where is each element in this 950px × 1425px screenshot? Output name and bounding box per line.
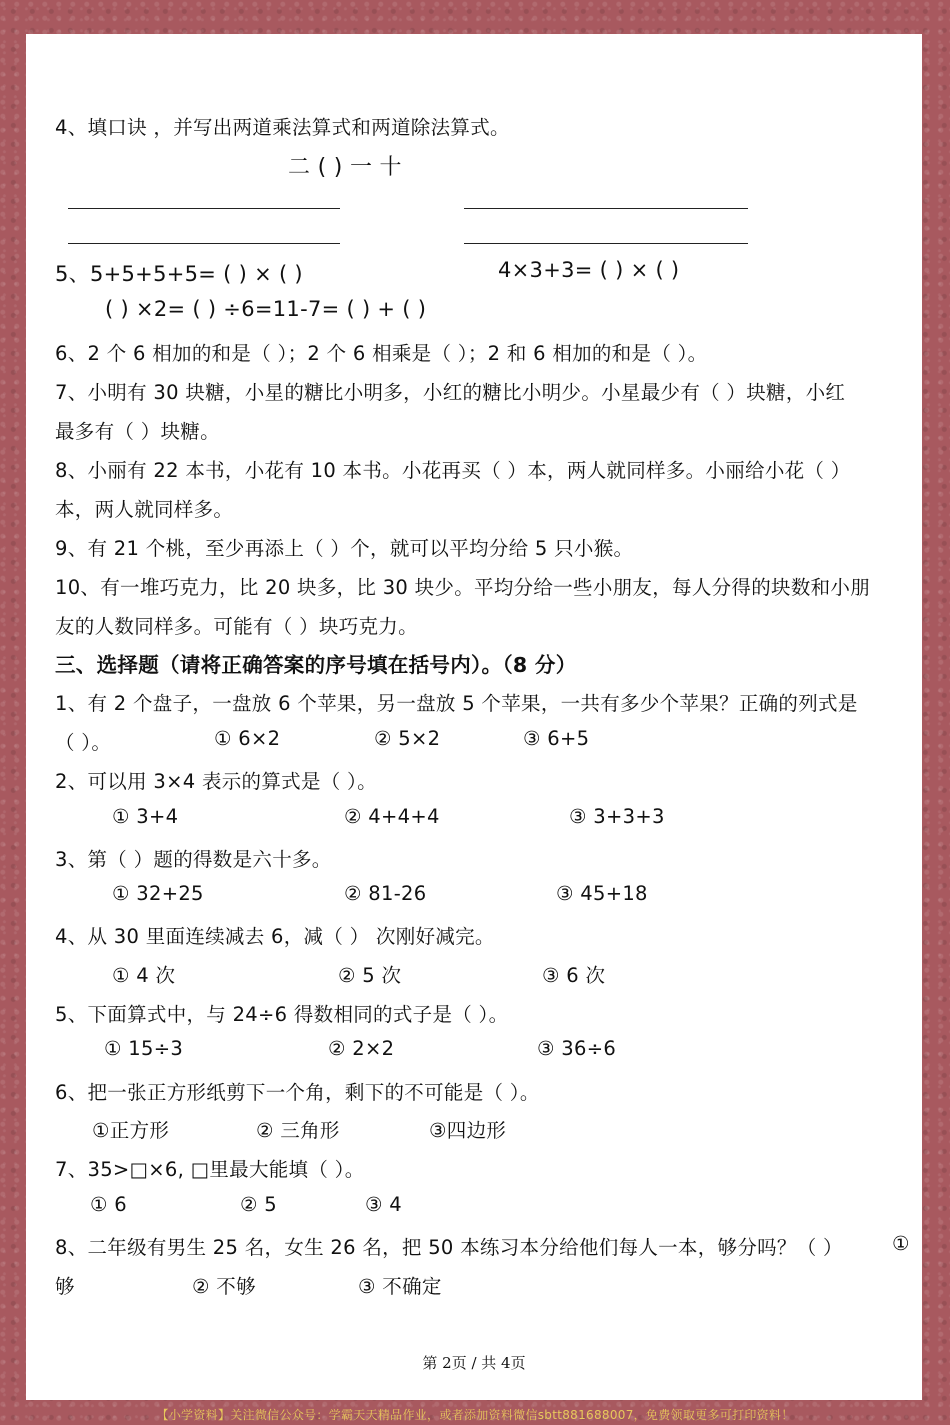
choice8-option-2: ② 不够 [192,1275,256,1298]
q9-text: 9、有 21 个桃，至少再添上（ ）个，就可以平均分给 5 只小猴。 [55,537,634,560]
worksheet-page [26,34,922,1400]
choice7-option-1: ① 6 [90,1193,127,1216]
choice5-option-2: ② 2×2 [328,1037,395,1060]
choice4-question: 4、从 30 里面连续减去 6，减（ ） 次刚好减完。 [55,925,495,948]
choice8-option-3: ③ 不确定 [358,1275,442,1298]
q6-text: 6、2 个 6 相加的和是（ ）；2 个 6 相乘是（ ）；2 和 6 相加的和是（ ）。 [55,342,708,365]
choice2-option-3: ③ 3+3+3 [569,805,665,828]
choice1-option-3: ③ 6+5 [523,727,590,750]
q7-line1: 7、小明有 30 块糖，小星的糖比小明多，小红的糖比小明少。小星最少有（ ）块糖，小红 [55,381,846,404]
choice5-option-3: ③ 36÷6 [537,1037,617,1060]
choice3-option-3: ③ 45+18 [556,882,648,905]
choice2-question: 2、可以用 3×4 表示的算式是（ ）。 [55,770,377,793]
q10-line1: 10、有一堆巧克力，比 20 块多，比 30 块少。平均分给一些小朋友，每人分得的块数和小朋 [55,576,871,599]
choice4-option-2: ② 5 次 [338,964,402,987]
choice3-question: 3、第（ ）题的得数是六十多。 [55,848,332,871]
choice4-option-1: ① 4 次 [112,964,176,987]
choice3-option-2: ② 81-26 [344,882,427,905]
section-heading: 三、选择题（请将正确答案的序号填在括号内）。（8 分） [55,653,577,677]
choice8-option-1-text: 够 [55,1275,75,1298]
choice2-option-2: ② 4+4+4 [344,805,440,828]
choice1-option-2: ② 5×2 [374,727,441,750]
choice7-question: 7、35>□×6, □里最大能填（ ）。 [55,1158,365,1181]
answer-line-2[interactable] [464,208,748,209]
page-number: 第 2页 / 共 4页 [422,1354,526,1372]
choice7-option-2: ② 5 [240,1193,277,1216]
q8-line1: 8、小丽有 22 本书，小花有 10 本书。小花再买（ ）本，两人就同样多。小丽给小花（ ） [55,459,851,482]
choice4-option-3: ③ 6 次 [542,964,606,987]
q10-line2: 友的人数同样多。可能有（ ）块巧克力。 [55,615,418,638]
q4-text: 4、填口诀 ，并写出两道乘法算式和两道除法算式。 [55,116,510,139]
q5-line1-right: 4×3+3= ( ) × ( ) [498,258,680,282]
q5-line1-left: 5、5+5+5+5= ( ) × ( ) [55,262,303,286]
choice3-option-1: ① 32+25 [112,882,204,905]
answer-line-1[interactable] [68,208,340,209]
choice5-option-1: ① 15÷3 [104,1037,184,1060]
choice5-question: 5、下面算式中，与 24÷6 得数相同的式子是（ ）。 [55,1003,509,1026]
choice1-line1: 1、有 2 个盘子，一盘放 6 个苹果，另一盘放 5 个苹果，一共有多少个苹果？正确的列式是 [55,692,858,715]
q4-formula: 二 ( ) 一 十 [288,155,402,180]
choice1-line2: （ ）。 [55,731,112,754]
choice2-option-1: ① 3+4 [112,805,179,828]
choice7-option-3: ③ 4 [365,1193,402,1216]
choice8-line1: 8、二年级有男生 25 名，女生 26 名，把 50 本练习本分给他们每人一本，够分吗？（ ） [55,1236,843,1259]
answer-line-3[interactable] [68,243,340,244]
answer-line-4[interactable] [464,243,748,244]
choice6-option-1: ①正方形 [92,1119,170,1142]
q7-line2: 最多有（ ）块糖。 [55,420,220,443]
watermark-text: 【小学资料】关注微信公众号：学霸天天精品作业，或者添加资料微信sbtt881688007，免费领取更多可打印资料！ [156,1408,794,1422]
choice6-option-3: ③四边形 [429,1119,507,1142]
choice1-option-1: ① 6×2 [214,727,281,750]
choice6-question: 6、把一张正方形纸剪下一个角，剩下的不可能是（ ）。 [55,1081,540,1104]
q5-line2: ( ) ×2= ( ) ÷6=11-7= ( ) + ( ) [105,297,427,321]
choice8-option-1-marker: ① [892,1232,910,1255]
q8-line2: 本，两人就同样多。 [55,498,234,521]
choice6-option-2: ② 三角形 [256,1119,340,1142]
